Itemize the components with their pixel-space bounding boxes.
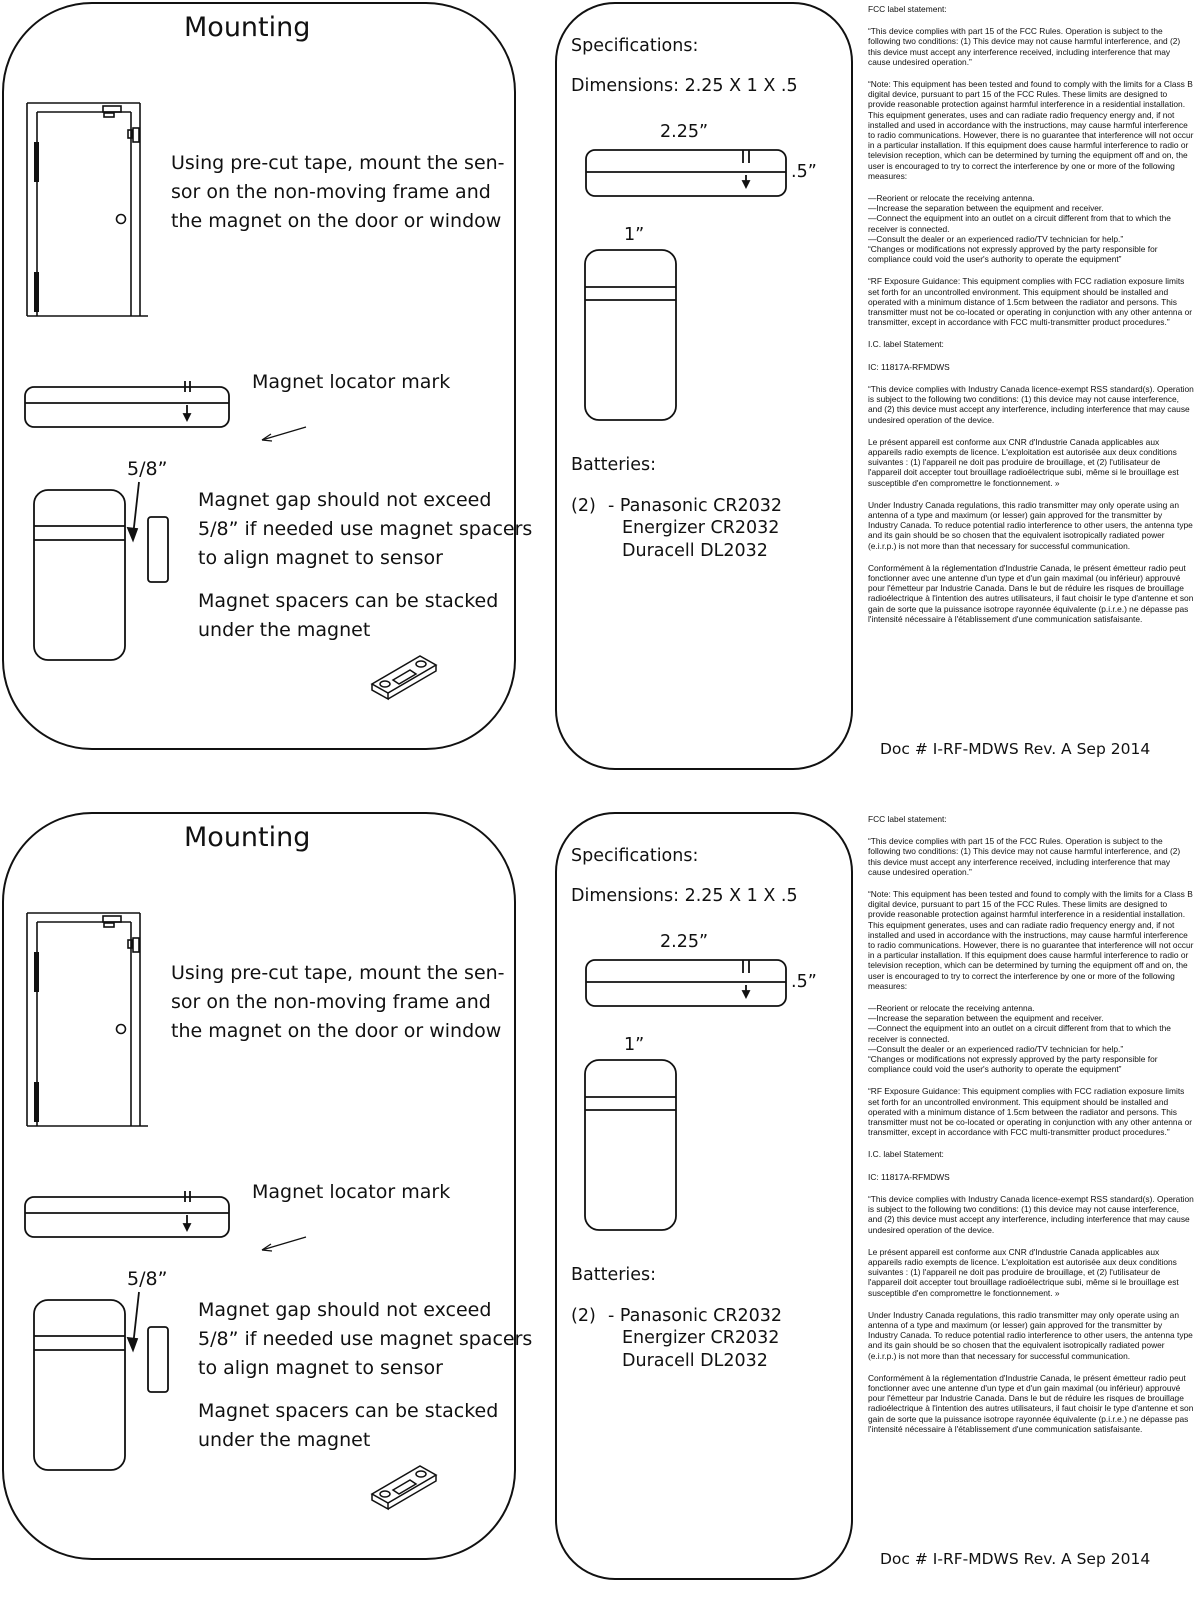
ic-compliance-en: “This device complies with Industry Canada licence-exempt RSS standard(s). Operation is subject to the following two conditions: (1) this device may not cause interference, and (2) this device must accept any interference, including interference that may cause undesired operation of the device. [868, 1193, 1194, 1235]
ic-compliance-fr: Le présent appareil est conforme aux CNR d'Industrie Canada applicables aux appareils radio exempts de licence. L'exploitation est autorisée aux deux conditions suivantes : (1) l'appareil ne doit pas produire de brouillage, et (2) l'utilisateur de l'appareil doit accepter tout brouillage radioélectrique subi, même si le brouillage est susceptible d'en compromettre le fonctionnement. » [868, 436, 1179, 488]
fcc-measure-separation: —Increase the separation between the equipment and receiver. [868, 203, 1104, 214]
fcc-measure-reorient: —Reorient or relocate the receiving antenna. [868, 193, 1035, 204]
spec-sensor-front-view [585, 1060, 676, 1230]
batteries-title: Batteries: [571, 1265, 657, 1285]
locator-arrow [262, 1237, 306, 1251]
height-label: .5” [791, 162, 817, 182]
fcc-measure-consult: —Consult the dealer or an experienced radio/TV technician for help.” [868, 1043, 1124, 1054]
fcc-measure-consult: —Consult the dealer or an experienced radio/TV technician for help.” [868, 233, 1124, 244]
instruction-sheet-top [0, 0, 1199, 800]
ic-antenna-en: Under Industry Canada regulations, this radio transmitter may only operate using an antenna of a type and maximum (or lesser) gain approved for the transmitter by Industry Canada. To reduce potential radio interference to other users, the antenna type and its gain should be so chosen that the equivalent isotropically radiated power (e.i.r.p.) is not more than that necessary for successful communication. [868, 1309, 1193, 1361]
mounting-step-line-3: the magnet on the door or window [171, 210, 502, 232]
fcc-heading: FCC label statement: [868, 4, 947, 14]
fcc-rf-exposure: “RF Exposure Guidance: This equipment complies with FCC radiation exposure limits set forth for an uncontrolled environment. This equipment should be installed and operated with a minimum distance of 1.5cm between the radiator and persons. This transmitter must not be co-located or operating in conjunction with any other antenna or transmitter, except in accordance with FCC multi-transmitter product procedures.” [868, 276, 1193, 328]
locator-arrow [262, 427, 306, 441]
mounting-step-line-2: sor on the non-moving frame and [171, 991, 491, 1013]
gap-text-line-2: 5/8” if needed use magnet spacers [198, 1328, 533, 1350]
gap-text-line-2: 5/8” if needed use magnet spacers [198, 518, 533, 540]
fcc-heading: FCC label statement: [868, 814, 947, 824]
battery-duracell: Duracell DL2032 [622, 1351, 768, 1371]
width-label: 1” [624, 225, 645, 245]
ic-heading: I.C. label Statement: [868, 1149, 944, 1160]
specifications-title: Specifications: [571, 846, 699, 866]
ic-id: IC: 11817A-RFMDWS [868, 361, 950, 372]
gap-text-line-1: Magnet gap should not exceed [198, 489, 492, 511]
fcc-paragraph-note: “Note: This equipment has been tested and found to comply with the limits for a Class B digital device, pursuant to part 15 of the FCC Rules. These limits are designed to provide reasonable protection against harmful interference in a residential installation. This equipment generates, uses and can radiate radio frequency energy and, if not installed and used in accordance with the instructions, may cause harmful interference to radio communications. However, there is no guarantee that interference will not occur in a particular installation. If this equipment does cause harmful interference to radio or television reception, which can be determined by turning the equipment off and on, the user is encouraged to try to correct the interference by one or more of the following measures: [868, 79, 1194, 181]
mounting-step-line-2: sor on the non-moving frame and [171, 181, 491, 203]
mounting-step-line-3: the magnet on the door or window [171, 1020, 502, 1042]
gap-arrow [128, 1292, 139, 1350]
sensor-side-view [25, 381, 229, 427]
specifications-title: Specifications: [571, 36, 699, 56]
door-illustration [27, 913, 148, 1126]
spec-sensor-side-view [586, 960, 786, 1006]
locator-mark-label: Magnet locator mark [252, 371, 451, 393]
fcc-statement [868, 814, 1194, 1446]
ic-id: IC: 11817A-RFMDWS [868, 1171, 950, 1182]
magnet [148, 517, 168, 582]
sensor-front-view [34, 490, 125, 660]
fcc-measure-reorient: —Reorient or relocate the receiving antenna. [868, 1003, 1035, 1014]
fcc-measure-outlet: —Connect the equipment into an outlet on a circuit different from that to which the receiver is connected. [868, 213, 1171, 234]
fcc-measure-outlet: —Connect the equipment into an outlet on a circuit different from that to which the receiver is connected. [868, 1023, 1171, 1044]
ic-antenna-fr: Conformément à la réglementation d'Industrie Canada, le présent émetteur radio peut fonctionner avec une antenne d'un type et d'un gain maximal (ou inférieur) approuvé pour l'émetteur par Industrie Canada. Dans le but de réduire les risques de brouillage radioélectrique à l'intention des autres utilisateurs, il faut choisir le type d'antenne et son gain de sorte que la puissance isotrope rayonnée équivalente (p.i.r.e.) ne dépasse pas l'intensité nécessaire à l'établissement d'une communication satisfaisante. [868, 562, 1194, 624]
gap-text-line-3: to align magnet to sensor [198, 1357, 443, 1379]
magnet-spacer-illustration [372, 1466, 436, 1509]
fcc-paragraph-compliance: “This device complies with part 15 of the FCC Rules. Operation is subject to the following two conditions: (1) This device may not cause harmful interference, and (2) this device must accept any interference received, including interference that may cause undesired operation.” [868, 26, 1181, 67]
ic-compliance-fr: Le présent appareil est conforme aux CNR d'Industrie Canada applicables aux appareils radio exempts de licence. L'exploitation est autorisée aux deux conditions suivantes : (1) l'appareil ne doit pas produire de brouillage, et (2) l'utilisateur de l'appareil doit accepter tout brouillage radioélectrique subi, même si le brouillage est susceptible d'en compromettre le fonctionnement. » [868, 1246, 1179, 1298]
dimensions-text: Dimensions: 2.25 X 1 X .5 [571, 76, 798, 96]
battery-energizer: Energizer CR2032 [622, 518, 780, 538]
document-number: Doc # I-RF-MDWS Rev. A Sep 2014 [880, 740, 1151, 758]
fcc-modifications: “Changes or modifications not expressly approved by the party responsible for compliance could void the user's authority to operate the equipment” [868, 244, 1158, 265]
document-number: Doc # I-RF-MDWS Rev. A Sep 2014 [880, 1550, 1151, 1568]
batteries-title: Batteries: [571, 455, 657, 475]
width-label: 1” [624, 1035, 645, 1055]
fcc-statement [868, 4, 1194, 636]
fcc-measure-separation: —Increase the separation between the equipment and receiver. [868, 1013, 1104, 1024]
locator-mark-label: Magnet locator mark [252, 1181, 451, 1203]
length-label: 2.25” [660, 122, 709, 142]
sensor-front-view [34, 1300, 125, 1470]
spacer-text-line-2: under the magnet [198, 1429, 371, 1451]
gap-measure-label: 5/8” [127, 1268, 168, 1290]
fcc-modifications: “Changes or modifications not expressly approved by the party responsible for compliance could void the user's authority to operate the equipment” [868, 1054, 1158, 1075]
ic-antenna-en: Under Industry Canada regulations, this radio transmitter may only operate using an antenna of a type and maximum (or lesser) gain approved for the transmitter by Industry Canada. To reduce potential radio interference to other users, the antenna type and its gain should be so chosen that the equivalent isotropically radiated power (e.i.r.p.) is not more than that necessary for successful communication. [868, 499, 1193, 551]
fcc-paragraph-note: “Note: This equipment has been tested and found to comply with the limits for a Class B digital device, pursuant to part 15 of the FCC Rules. These limits are designed to provide reasonable protection against harmful interference in a residential installation. This equipment generates, uses and can radiate radio frequency energy and, if not installed and used in accordance with the instructions, may cause harmful interference to radio communications. However, there is no guarantee that interference will not occur in a particular installation. If this equipment does cause harmful interference to radio or television reception, which can be determined by turning the equipment off and on, the user is encouraged to try to correct the interference by one or more of the following measures: [868, 889, 1194, 991]
mounting-step-line-1: Using pre-cut tape, mount the sen- [171, 152, 505, 174]
ic-compliance-en: “This device complies with Industry Canada licence-exempt RSS standard(s). Operation is subject to the following two conditions: (1) this device may not cause interference, and (2) this device must accept any interference, including interference that may cause undesired operation of the device. [868, 383, 1194, 425]
instruction-sheet-bottom [0, 810, 1199, 1610]
spec-sensor-front-view [585, 250, 676, 420]
battery-count: (2) [571, 496, 596, 516]
spacer-text-line-1: Magnet spacers can be stacked [198, 1400, 499, 1422]
fcc-rf-exposure: “RF Exposure Guidance: This equipment complies with FCC radiation exposure limits set forth for an uncontrolled environment. This equipment should be installed and operated with a minimum distance of 1.5cm between the radiator and persons. This transmitter must not be co-located or operating in conjunction with any other antenna or transmitter, except in accordance with FCC multi-transmitter product procedures.” [868, 1086, 1193, 1138]
gap-text-line-3: to align magnet to sensor [198, 547, 443, 569]
mounting-title: Mounting [184, 822, 311, 853]
battery-panasonic: - Panasonic CR2032 [608, 1306, 783, 1326]
battery-energizer: Energizer CR2032 [622, 1328, 780, 1348]
battery-count: (2) [571, 1306, 596, 1326]
fcc-paragraph-compliance: “This device complies with part 15 of the FCC Rules. Operation is subject to the following two conditions: (1) This device may not cause harmful interference, and (2) this device must accept any interference received, including interference that may cause undesired operation.” [868, 836, 1181, 877]
door-illustration [27, 103, 148, 316]
battery-duracell: Duracell DL2032 [622, 541, 768, 561]
gap-text-line-1: Magnet gap should not exceed [198, 1299, 492, 1321]
sensor-side-view [25, 1191, 229, 1237]
mounting-title: Mounting [184, 12, 311, 43]
dimensions-text: Dimensions: 2.25 X 1 X .5 [571, 886, 798, 906]
spec-sensor-side-view [586, 150, 786, 196]
ic-heading: I.C. label Statement: [868, 339, 944, 350]
height-label: .5” [791, 972, 817, 992]
ic-antenna-fr: Conformément à la réglementation d'Industrie Canada, le présent émetteur radio peut fonctionner avec une antenne d'un type et d'un gain maximal (ou inférieur) approuvé pour l'émetteur par Industrie Canada. Dans le but de réduire les risques de brouillage radioélectrique à l'intention des autres utilisateurs, il faut choisir le type d'antenne et son gain de sorte que la puissance isotrope rayonnée équivalente (p.i.r.e.) ne dépasse pas l'intensité nécessaire à l'établissement d'une communication satisfaisante. [868, 1372, 1194, 1434]
battery-panasonic: - Panasonic CR2032 [608, 496, 783, 516]
spacer-text-line-1: Magnet spacers can be stacked [198, 590, 499, 612]
gap-arrow [128, 482, 139, 540]
magnet-spacer-illustration [372, 656, 436, 699]
length-label: 2.25” [660, 932, 709, 952]
spacer-text-line-2: under the magnet [198, 619, 371, 641]
gap-measure-label: 5/8” [127, 458, 168, 480]
mounting-step-line-1: Using pre-cut tape, mount the sen- [171, 962, 505, 984]
magnet [148, 1327, 168, 1392]
